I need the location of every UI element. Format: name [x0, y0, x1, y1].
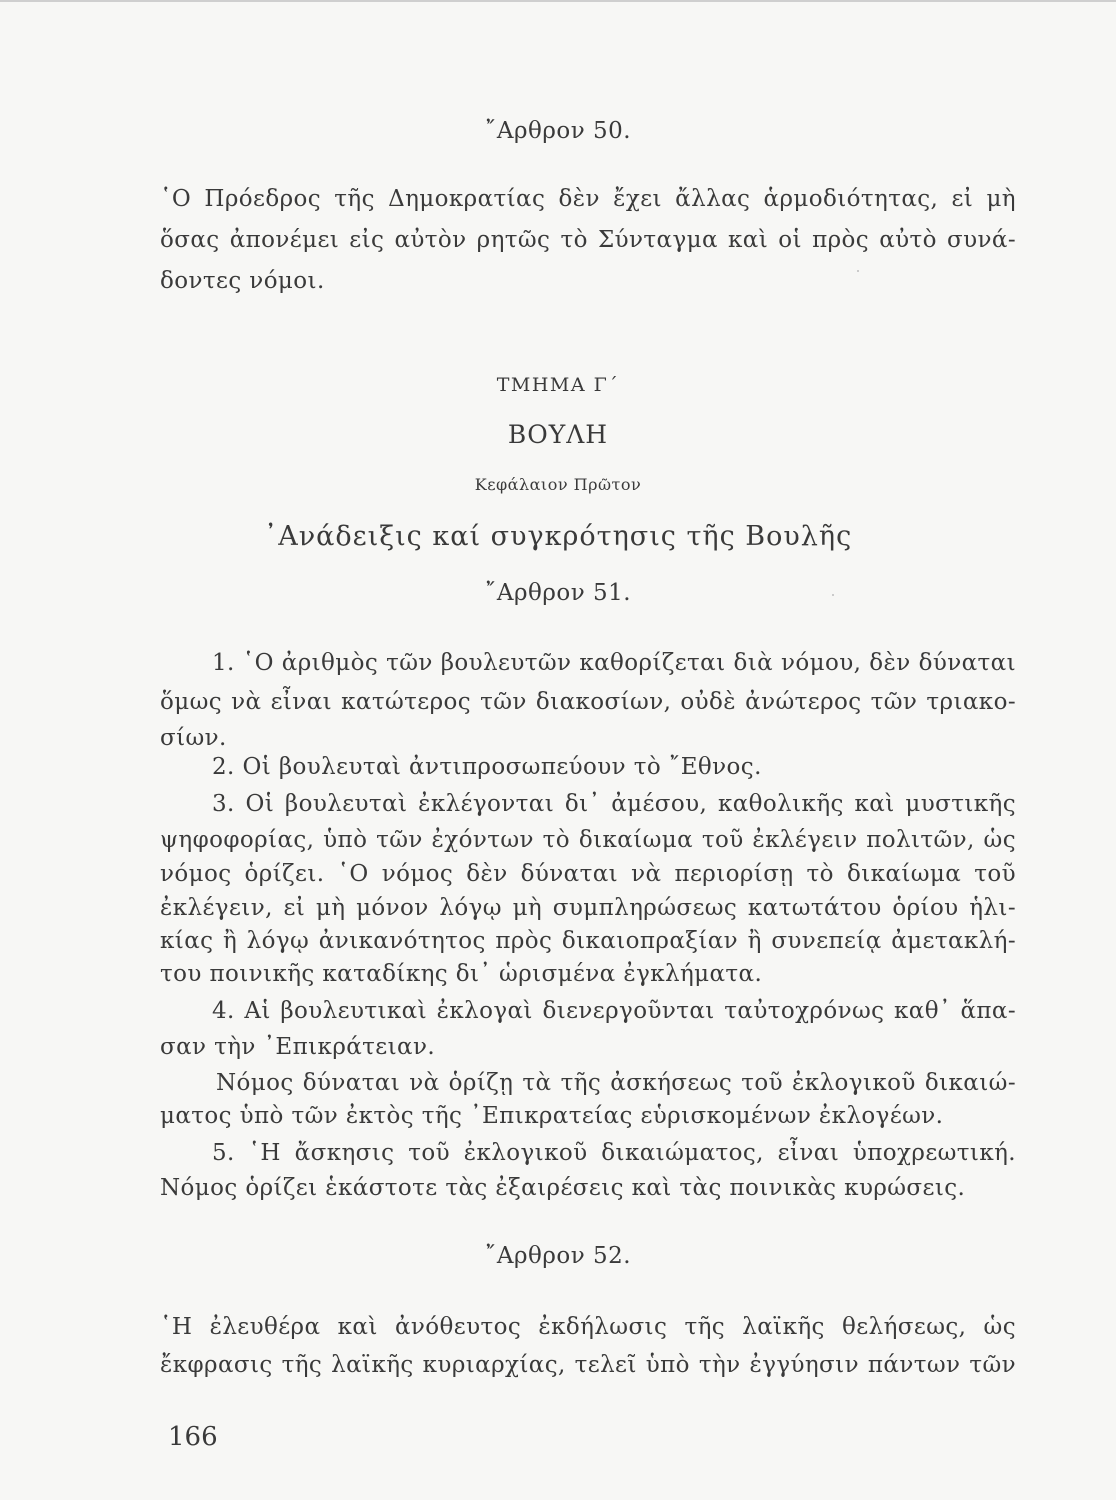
article-51-para-3-line-6: του ποινικῆς καταδίκης δι᾿ ὡρισμένα ἐγκλήματα.	[160, 961, 763, 987]
scan-speck	[857, 270, 859, 272]
page-number: 166	[168, 1422, 218, 1452]
article-51-para-3-line-3: νόμος ὁρίζει. ῾Ο νόμος δὲν δύναται νὰ περιορίσῃ τὸ δικαίωμα τοῦ	[160, 861, 1016, 887]
section-title: ΒΟΥΛΗ	[507, 420, 609, 449]
scan-speck	[832, 594, 834, 596]
article-50-line-1: ῾Ο Πρόεδρος τῆς Δημοκρατίας δὲν ἔχει ἄλλας ἁρμοδιότητας, εἰ μὴ	[160, 186, 1016, 212]
article-51-para-1-line-3: σίων.	[160, 725, 227, 751]
article-52-line-1: ῾Η ἐλευθέρα καὶ ἀνόθευτος ἐκδήλωσις τῆς λαϊκῆς θελήσεως, ὡς	[160, 1314, 1016, 1340]
article-51-para-4b-line-2: ματος ὑπὸ τῶν ἐκτὸς τῆς ᾿Επικρατείας εὑρισκομένων ἐκλογέων.	[160, 1103, 944, 1129]
article-51-para-4-line-2: σαν τὴν ᾿Επικράτειαν.	[160, 1034, 436, 1060]
article-51-para-5-line-1: 5. ῾Η ἄσκησις τοῦ ἐκλογικοῦ δικαιώματος, εἶναι ὑποχρεωτική.	[212, 1140, 1016, 1166]
article-50-heading: ῎Αρθρον 50.	[484, 118, 632, 144]
article-51-para-3-line-2: ψηφοφορίας, ὑπὸ τῶν ἐχόντων τὸ δικαίωμα τοῦ ἐκλέγειν πολιτῶν, ὡς	[160, 827, 1016, 853]
article-51-para-1-line-2: ὅμως νὰ εἶναι κατώτερος τῶν διακοσίων, οὐδὲ ἀνώτερος τῶν τριακο-	[160, 689, 1016, 715]
article-51-para-4-line-1: 4. Αἱ βουλευτικαὶ ἐκλογαὶ διενεργοῦνται ταὐτοχρόνως καθ᾿ ἅπα-	[212, 998, 1016, 1024]
chapter-label: Κεφάλαιον Πρῶτον	[474, 475, 642, 494]
article-52-line-2: ἔκφρασις τῆς λαϊκῆς κυριαρχίας, τελεῖ ὑπὸ τὴν ἐγγύησιν πάντων τῶν	[160, 1352, 1016, 1378]
article-50-line-3: δοντες νόμοι.	[160, 268, 325, 294]
article-52-heading: ῎Αρθρον 52.	[484, 1243, 632, 1269]
top-edge-rule	[0, 0, 1116, 2]
article-51-para-1-line-1: 1. ῾Ο ἀριθμὸς τῶν βουλευτῶν καθορίζεται διὰ νόμου, δὲν δύναται	[212, 650, 1016, 676]
article-50-line-2: ὅσας ἀπονέμει εἰς αὐτὸν ρητῶς τὸ Σύνταγμα καὶ οἱ πρὸς αὐτὸ συνά-	[160, 227, 1016, 253]
article-51-para-3-line-5: κίας ἢ λόγῳ ἀνικανότητος πρὸς δικαιοπραξίαν ἢ συνεπείᾳ ἀμετακλή-	[160, 928, 1016, 954]
article-51-para-2: 2. Οἱ βουλευταὶ ἀντιπροσωπεύουν τὸ ῎Εθνος.	[212, 754, 762, 780]
section-label: ΤΜΗΜΑ Γ΄	[496, 374, 620, 396]
article-51-para-3-line-4: ἐκλέγειν, εἰ μὴ μόνον λόγῳ μὴ συμπληρώσεως κατωτάτου ὁρίου ἡλι-	[160, 895, 1016, 921]
chapter-subtitle: ᾿Ανάδειξις καί συγκρότησις τῆς Βουλῆς	[263, 521, 853, 552]
article-51-para-5-line-2: Νόμος ὁρίζει ἑκάστοτε τὰς ἐξαιρέσεις καὶ τὰς ποινικὰς κυρώσεις.	[160, 1175, 966, 1201]
article-51-para-4b-line-1: Νόμος δύναται νὰ ὁρίζῃ τὰ τῆς ἀσκήσεως τοῦ ἐκλογικοῦ δικαιώ-	[216, 1070, 1016, 1096]
article-51-heading: ῎Αρθρον 51.	[484, 580, 632, 606]
article-51-para-3-line-1: 3. Οἱ βουλευταὶ ἐκλέγονται δι᾿ ἀμέσου, καθολικῆς καὶ μυστικῆς	[212, 791, 1016, 817]
